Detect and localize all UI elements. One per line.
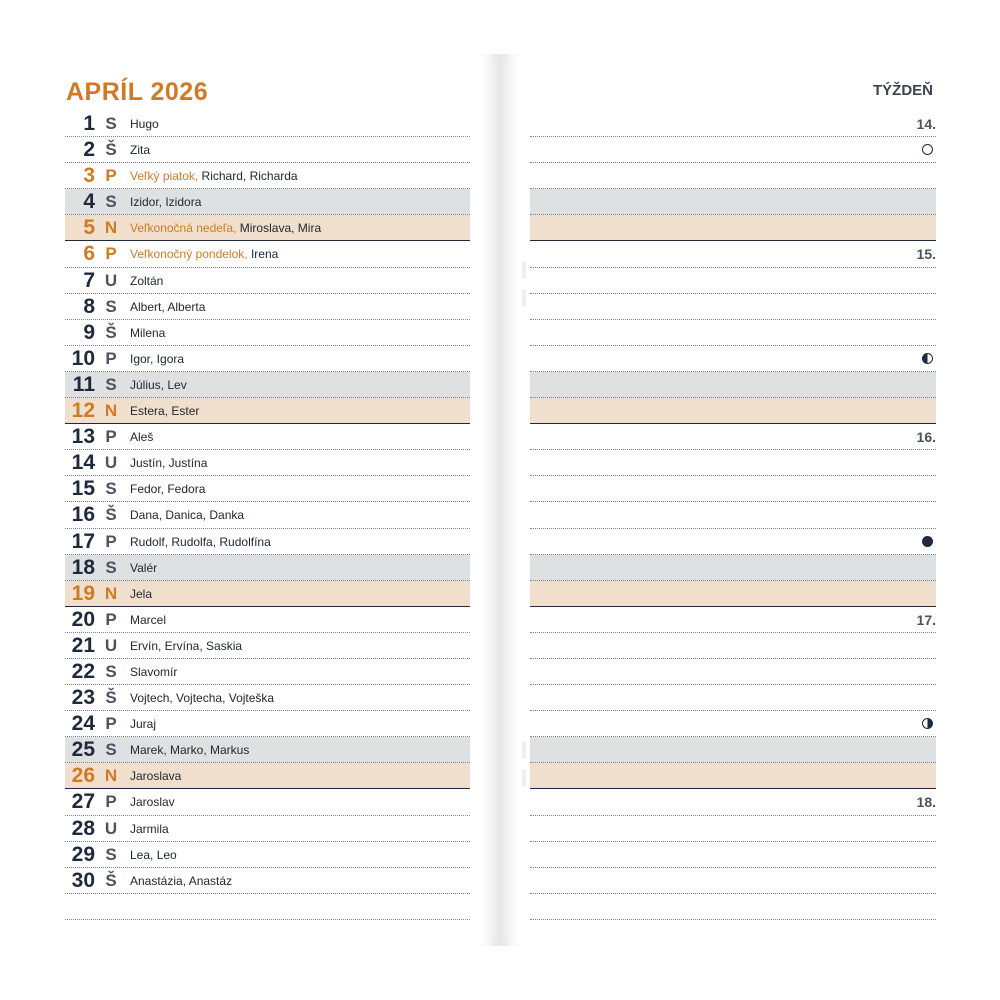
name-day-cell <box>130 769 181 784</box>
name-day-cell <box>130 352 184 367</box>
weekday-letter: P <box>105 166 117 186</box>
note-row <box>530 659 936 685</box>
name-day-cell <box>130 326 165 341</box>
name-day-names: Estera, Ester <box>130 404 200 419</box>
weekday-letter: Š <box>105 140 117 160</box>
weekday-letter: P <box>105 244 117 264</box>
weekday-letter: N <box>104 401 118 421</box>
right-page <box>503 54 964 946</box>
name-day-names: Lea, Leo <box>130 847 177 862</box>
day-row <box>65 607 470 633</box>
day-row <box>65 346 470 372</box>
name-day-names: Justín, Justína <box>130 456 208 471</box>
weekday-letter: P <box>105 348 117 368</box>
name-day-names: Zita <box>130 143 151 158</box>
last-quarter-moon-icon <box>922 353 933 364</box>
note-row <box>530 868 936 894</box>
weekday-letter: S <box>105 557 117 577</box>
day-number: 8 <box>83 294 95 318</box>
day-row <box>65 737 470 763</box>
note-row <box>530 685 936 711</box>
name-day-cell <box>130 221 321 236</box>
day-number: 16 <box>71 503 95 527</box>
week-notes-list <box>530 111 936 920</box>
name-day-names: Rudolf, Rudolfa, Rudolfína <box>130 534 271 549</box>
weekday-letter: N <box>104 583 118 603</box>
name-day-cell <box>130 247 278 262</box>
name-day-names: Július, Lev <box>130 377 187 392</box>
note-row <box>530 737 936 763</box>
day-row <box>65 450 470 476</box>
name-day-names: Hugo <box>130 117 159 131</box>
week-number: 15. <box>916 246 936 263</box>
name-day-cell <box>130 508 244 523</box>
week-number: 17. <box>916 611 936 628</box>
note-row <box>530 711 936 737</box>
weekday-letter: U <box>104 453 118 473</box>
day-number: 12 <box>71 399 95 423</box>
weekday-letter: P <box>105 792 117 812</box>
name-day-cell <box>130 613 166 628</box>
day-row <box>65 659 470 685</box>
day-number: 25 <box>71 738 95 762</box>
day-number: 23 <box>71 686 95 710</box>
weekday-letter: P <box>105 427 117 447</box>
blank-row <box>65 894 470 920</box>
name-day-cell <box>130 274 163 289</box>
name-day-names: Milena <box>130 325 166 340</box>
day-row <box>65 816 470 842</box>
holiday-label: Veľkonočná nedeľa, <box>130 221 237 236</box>
name-day-cell <box>130 665 177 680</box>
day-row <box>65 633 470 659</box>
name-day-cell <box>130 874 232 889</box>
weekday-letter: S <box>105 479 117 499</box>
note-row <box>530 111 936 137</box>
name-day-names: Valér <box>130 560 158 575</box>
name-day-cell <box>130 169 298 184</box>
note-row <box>530 789 936 815</box>
day-row <box>65 398 470 424</box>
day-row <box>65 163 470 189</box>
note-row <box>530 398 936 424</box>
name-day-names: Ervín, Ervína, Saskia <box>130 638 243 653</box>
name-day-names: Fedor, Fedora <box>130 482 206 497</box>
weekday-letter: S <box>105 740 117 760</box>
day-row <box>65 868 470 894</box>
weekday-letter: S <box>105 192 117 212</box>
day-number: 15 <box>71 477 95 501</box>
weekday-letter: Š <box>105 505 117 525</box>
note-row <box>530 555 936 581</box>
full-moon-icon <box>922 144 933 155</box>
day-number: 10 <box>71 346 95 370</box>
name-day-names: Albert, Alberta <box>130 299 206 314</box>
note-row <box>530 607 936 633</box>
day-number: 24 <box>71 712 95 736</box>
day-row <box>65 529 470 555</box>
name-day-names: Juraj <box>130 717 157 732</box>
day-number: 18 <box>71 555 95 579</box>
day-number: 27 <box>71 790 95 814</box>
name-day-names: Miroslava, Mira <box>239 221 322 236</box>
note-row <box>530 816 936 842</box>
weekday-letter: Š <box>105 688 117 708</box>
name-day-names: Jaroslava <box>130 769 182 784</box>
name-day-cell <box>130 639 242 654</box>
name-day-cell <box>130 587 152 602</box>
day-number: 6 <box>83 242 95 266</box>
note-row <box>530 476 936 502</box>
weekday-letter: S <box>105 296 117 316</box>
name-day-cell <box>130 561 157 576</box>
name-day-names: Jaroslav <box>130 795 175 810</box>
weekday-letter: S <box>105 844 117 864</box>
binding-hole <box>522 741 526 759</box>
calendar-spread <box>36 54 964 946</box>
day-list <box>65 111 470 920</box>
weekday-letter: N <box>104 218 118 238</box>
day-row <box>65 268 470 294</box>
day-row <box>65 241 470 267</box>
day-row <box>65 189 470 215</box>
day-number: 22 <box>71 659 95 683</box>
name-day-names: Vojtech, Vojtecha, Vojteška <box>130 691 275 706</box>
name-day-cell <box>130 378 187 393</box>
day-row <box>65 137 470 163</box>
name-day-names: Dana, Danica, Danka <box>130 508 245 523</box>
note-row <box>530 268 936 294</box>
note-row <box>530 215 936 241</box>
day-row <box>65 502 470 528</box>
day-row <box>65 372 470 398</box>
day-number: 20 <box>71 607 95 631</box>
note-row <box>530 581 936 607</box>
day-row <box>65 763 470 789</box>
day-number: 29 <box>71 842 95 866</box>
name-day-names: Marcel <box>130 612 167 627</box>
weekday-letter: P <box>105 609 117 629</box>
name-day-names: Jarmila <box>130 821 169 836</box>
note-row <box>530 502 936 528</box>
new-moon-icon <box>922 536 933 547</box>
name-day-names: Anastázia, Anastáz <box>130 873 233 888</box>
name-day-names: Slavomír <box>130 664 178 679</box>
day-number: 4 <box>83 190 95 214</box>
left-page <box>36 54 497 946</box>
day-number: 3 <box>83 164 95 188</box>
day-number: 17 <box>71 529 95 553</box>
name-day-cell <box>130 743 249 758</box>
name-day-cell <box>130 691 274 706</box>
note-row <box>530 163 936 189</box>
name-day-cell <box>130 795 175 810</box>
weekday-letter: U <box>104 270 118 290</box>
weekday-letter: P <box>105 531 117 551</box>
day-number: 1 <box>83 112 95 135</box>
holiday-label: Veľký piatok, <box>130 169 199 184</box>
month-title: APRÍL 2026 <box>66 78 209 106</box>
name-day-cell <box>130 482 205 497</box>
day-number: 14 <box>71 451 95 475</box>
week-number: 18. <box>916 794 936 811</box>
weekday-letter: S <box>105 661 117 681</box>
name-day-cell <box>130 717 156 732</box>
day-number: 2 <box>83 138 95 162</box>
note-row <box>530 842 936 868</box>
name-day-cell <box>130 822 169 837</box>
name-day-cell <box>130 848 177 863</box>
weekday-letter: S <box>105 114 117 133</box>
day-number: 13 <box>71 425 95 449</box>
name-day-cell <box>130 143 150 158</box>
note-row <box>530 189 936 215</box>
day-row <box>65 294 470 320</box>
name-day-cell <box>130 195 201 210</box>
name-day-names: Irena <box>250 247 279 262</box>
name-day-cell <box>130 300 205 315</box>
day-number: 7 <box>83 268 95 292</box>
day-row <box>65 320 470 346</box>
weekday-letter: P <box>105 714 117 734</box>
note-row <box>530 241 936 267</box>
day-row <box>65 111 470 137</box>
name-day-cell <box>130 430 153 445</box>
day-row <box>65 685 470 711</box>
weekday-letter: U <box>104 818 118 838</box>
day-number: 28 <box>71 816 95 840</box>
name-day-names: Richard, Richarda <box>201 169 298 184</box>
day-row <box>65 424 470 450</box>
day-number: 9 <box>83 320 95 344</box>
day-row <box>65 581 470 607</box>
name-day-cell <box>130 456 207 471</box>
binding-hole <box>522 769 526 787</box>
day-row <box>65 476 470 502</box>
binding-hole <box>522 289 526 307</box>
day-row <box>65 711 470 737</box>
weekday-letter: S <box>105 374 117 394</box>
day-row <box>65 555 470 581</box>
binding-hole <box>522 261 526 279</box>
name-day-cell <box>130 117 159 132</box>
note-row <box>530 372 936 398</box>
name-day-names: Marek, Marko, Markus <box>130 743 250 758</box>
note-row <box>530 763 936 789</box>
day-number: 26 <box>71 764 95 788</box>
name-day-names: Zoltán <box>130 273 164 288</box>
weekday-letter: N <box>104 766 118 786</box>
week-heading: TÝŽDEŇ <box>873 82 933 99</box>
day-row <box>65 842 470 868</box>
name-day-names: Aleš <box>130 430 154 445</box>
name-day-cell <box>130 535 271 550</box>
note-row <box>530 424 936 450</box>
week-number: 16. <box>916 429 936 446</box>
weekday-letter: Š <box>105 322 117 342</box>
weekday-letter: Š <box>105 870 117 890</box>
name-day-cell <box>130 404 199 419</box>
day-number: 5 <box>83 216 95 240</box>
name-day-names: Igor, Igora <box>130 351 185 366</box>
first-quarter-moon-icon <box>922 718 933 729</box>
day-row <box>65 789 470 815</box>
note-row <box>530 137 936 163</box>
note-row <box>530 894 936 920</box>
name-day-names: Jela <box>130 586 153 601</box>
day-number: 19 <box>71 581 95 605</box>
week-number: 14. <box>916 116 936 132</box>
name-day-names: Izidor, Izidora <box>130 195 202 210</box>
day-number: 21 <box>71 633 95 657</box>
note-row <box>530 346 936 372</box>
note-row <box>530 320 936 346</box>
note-row <box>530 450 936 476</box>
day-row <box>65 215 470 241</box>
holiday-label: Veľkonočný pondelok, <box>130 247 248 262</box>
note-row <box>530 294 936 320</box>
day-number: 11 <box>72 372 95 396</box>
note-row <box>530 529 936 555</box>
note-row <box>530 633 936 659</box>
day-number: 30 <box>71 868 95 892</box>
weekday-letter: U <box>104 635 118 655</box>
